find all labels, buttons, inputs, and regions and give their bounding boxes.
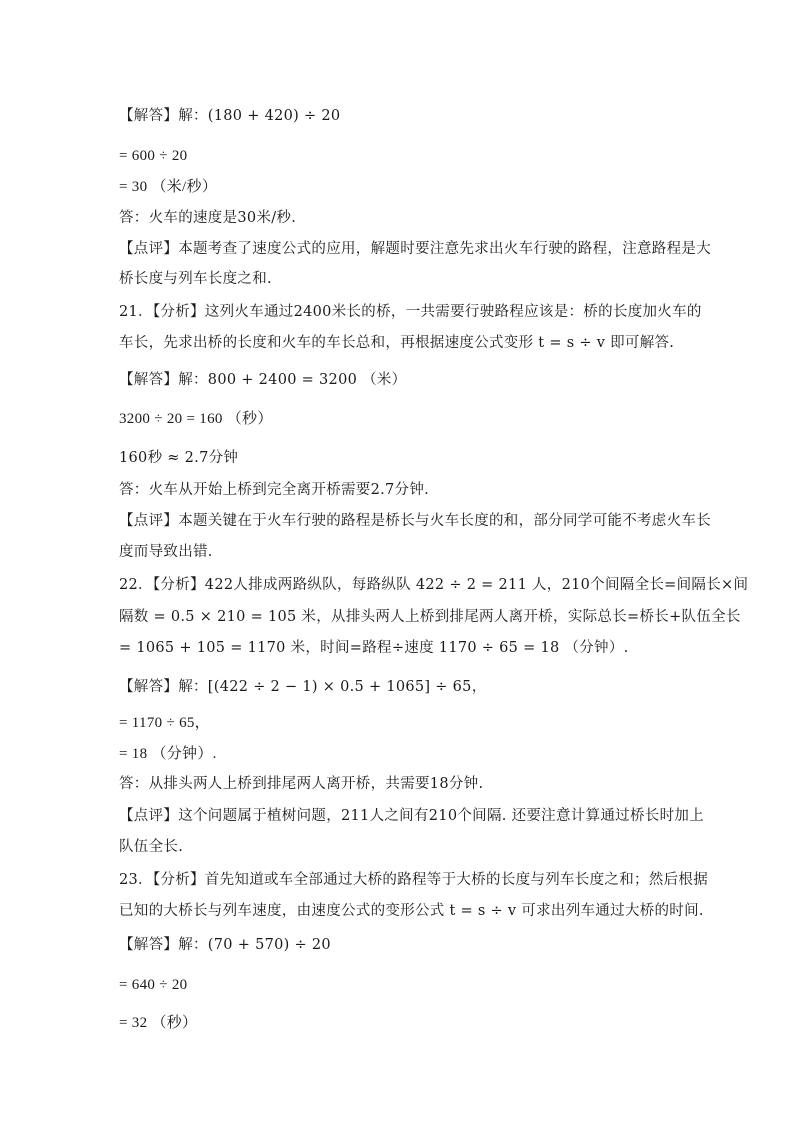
text-line: 度而导致出错. [119,544,213,560]
text-line: 车长，先求出桥的长度和火车的车长总和，再根据速度公式变形 t = s ÷ v 即可解答. [119,335,675,351]
text-line: 【解答】解：(180 + 420) ÷ 20 [119,108,341,124]
text-line: 隔数 = 0.5 × 210 = 105 米，从排头两人上桥到排尾两人离开桥，实际总长=桥长+队伍全长 [119,609,741,625]
text-line: = 600 ÷ 20 [119,148,188,164]
text-line: 【解答】解：(70 + 570) ÷ 20 [119,937,331,953]
text-line: 【点评】本题考查了速度公式的应用，解题时要注意先求出火车行驶的路程，注意路程是大 [119,241,711,257]
text-line: 21．【分析】这列火车通过2400米长的桥，一共需要行驶路程应该是：桥的长度加火车的 [119,304,702,320]
text-line: 答：火车的速度是30米/秒. [119,210,297,226]
text-line: 答：火车从开始上桥到完全离开桥需要2.7分钟. [119,482,430,498]
text-line: = 18 （分钟）. [119,746,217,762]
text-line: 队伍全长. [119,839,184,855]
text-line: 【解答】解：[(422 ÷ 2 − 1) × 0.5 + 1065] ÷ 65， [119,679,487,695]
text-line: 23．【分析】首先知道或车全部通过大桥的路程等于大桥的长度与列车长度之和；然后根据 [119,872,708,888]
text-line: 【点评】本题关键在于火车行驶的路程是桥长与火车长度的和，部分同学可能不考虑火车长 [119,513,711,529]
text-line: 3200 ÷ 20 = 160 （秒） [119,411,273,427]
text-line: 22．【分析】422人排成两路纵队，每路纵队 422 ÷ 2 = 211 人，210个间隔全长=间隔长×间 [119,577,749,593]
text-line: = 1170 ÷ 65， [119,715,210,731]
text-line: 160秒 ≈ 2.7分钟 [119,450,239,466]
text-line: = 32 （秒） [119,1015,198,1031]
text-line: 答：从排头两人上桥到排尾两人离开桥，共需要18分钟. [119,776,484,792]
text-line: = 640 ÷ 20 [119,977,188,993]
text-line: 【解答】解：800 + 2400 = 3200 （米） [119,372,407,388]
text-line: = 1065 + 105 = 1170 米，时间=路程÷速度 1170 ÷ 65 = 18 （分钟）. [119,640,629,656]
text-line: 桥长度与列车长度之和. [119,271,272,287]
text-line: 已知的大桥长与列车速度，由速度公式的变形公式 t = s ÷ v 可求出列车通过大桥的时间. [119,903,704,919]
text-line: 【点评】这个问题属于植树问题，211人之间有210个间隔. 还要注意计算通过桥长时加上 [119,808,704,824]
text-line: = 30 （米/秒） [119,179,218,195]
